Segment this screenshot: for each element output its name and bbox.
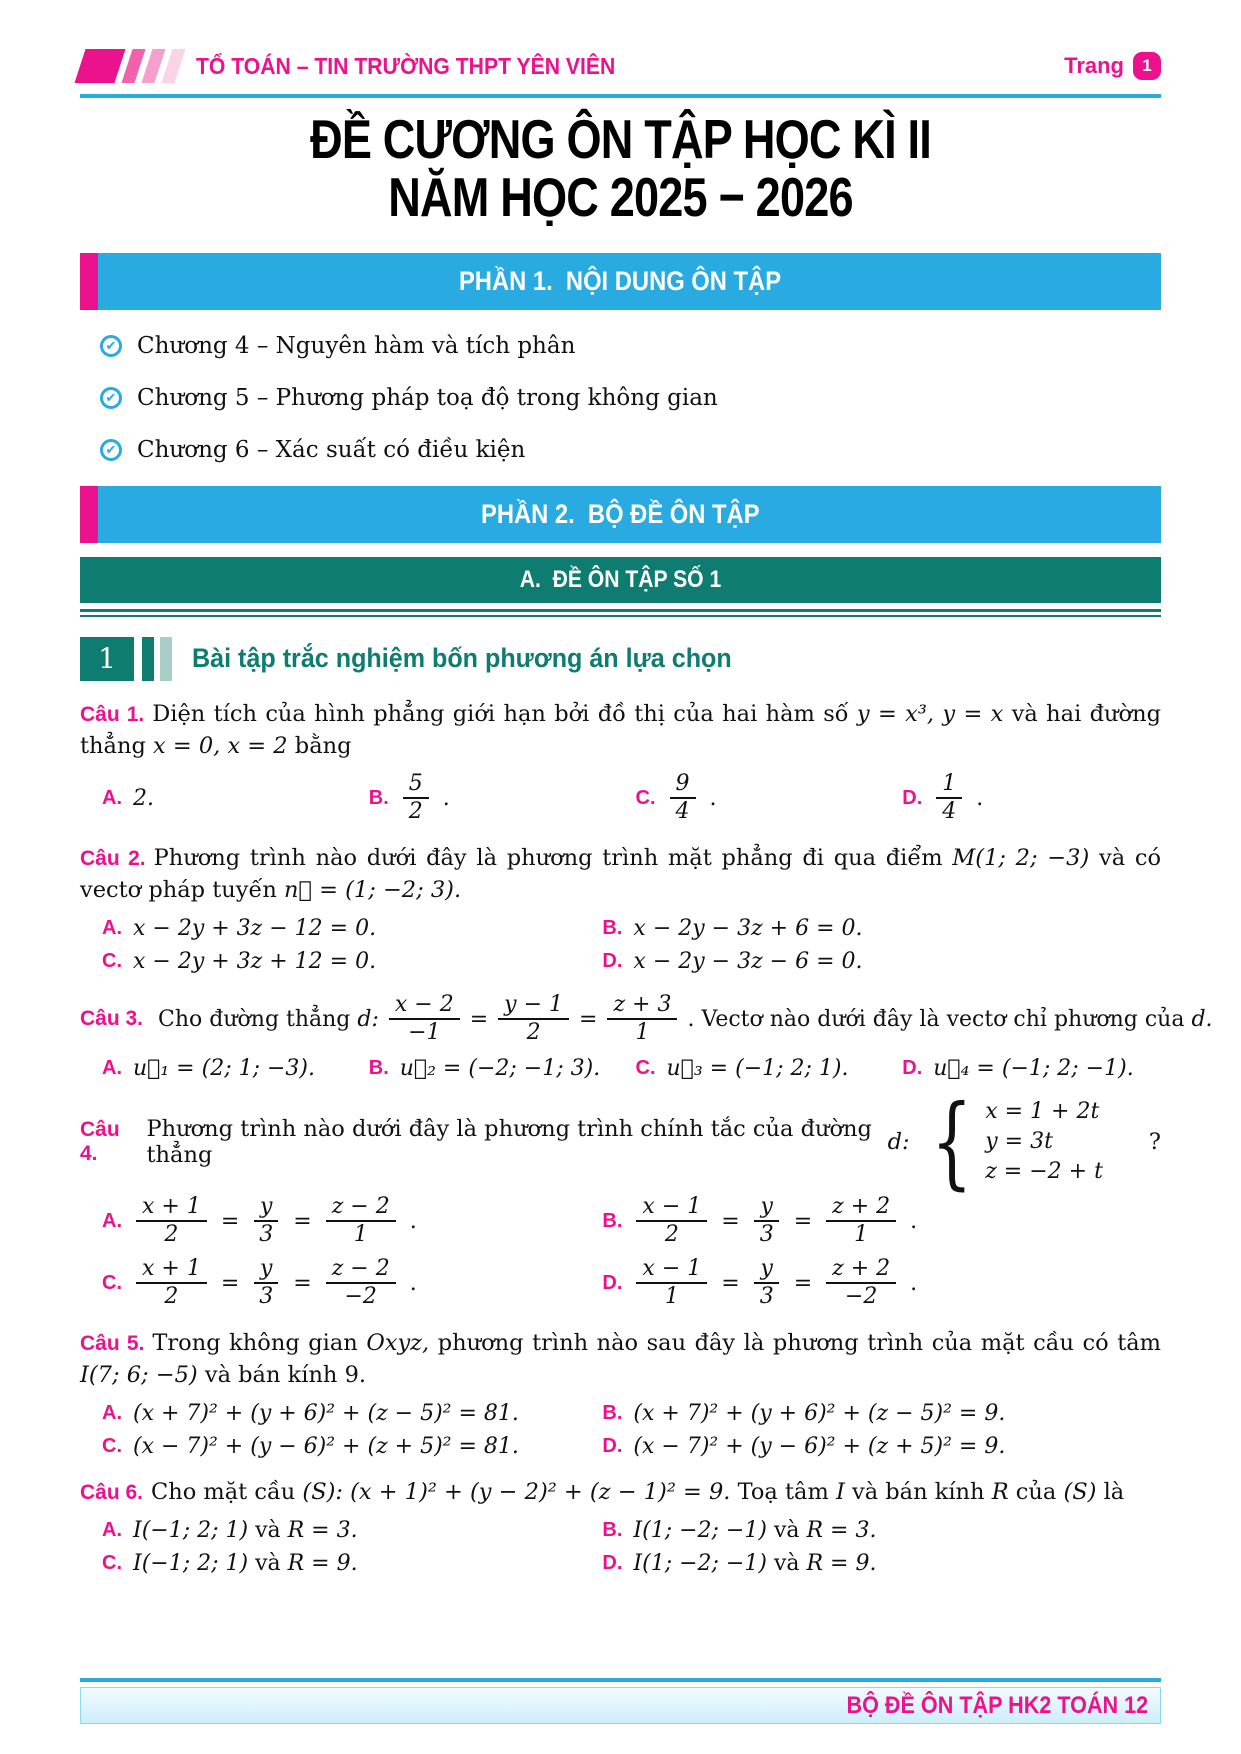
fraction: $\frac{y}{3}$ <box>253 1194 279 1248</box>
option-letter: B. <box>602 1209 623 1232</box>
question-label: Câu 5. <box>80 1331 145 1355</box>
option-c: C. $\frac{9}{4}$ . <box>635 771 717 825</box>
fraction: $\frac{y}{3}$ <box>754 1194 780 1248</box>
document-title <box>80 110 1161 227</box>
option-b: B. (x + 7)² + (y + 6)² + (z − 5)² = 9. <box>602 1400 1006 1426</box>
option-c: C. (x − 7)² + (y − 6)² + (z + 5)² = 81. <box>102 1433 519 1459</box>
option-d: D. x − 2y − 3z − 6 = 0. <box>602 949 863 975</box>
check-circle-icon: ✔ <box>100 387 122 409</box>
chapter-label: Chương 5 – Phương pháp toạ độ trong không gian <box>137 385 718 412</box>
question-5 <box>80 1328 1161 1459</box>
fraction: $\frac{x + 1}{2}$ <box>136 1194 207 1248</box>
question-2 <box>80 843 1161 974</box>
question-4-options <box>102 1194 1161 1310</box>
option-letter: C. <box>102 1551 122 1574</box>
option-letter: C. <box>635 1057 656 1080</box>
option-letter: A. <box>102 786 122 809</box>
fraction: $\frac{z + 2}{1}$ <box>826 1194 896 1248</box>
fraction: $\frac{z + 3}{1}$ <box>607 992 677 1046</box>
question-6-options <box>102 1518 1161 1576</box>
option-c: C. $\frac{x + 1}{2}$ = $\frac{y}{3}$ = $\frac{z - 2}{-2}$ . <box>102 1256 417 1310</box>
question-5-options <box>102 1401 1161 1459</box>
option-d: D. $\frac{x - 1}{1}$ = $\frac{y}{3}$ = $\frac{z + 2}{-2}$ . <box>602 1256 918 1310</box>
footer-divider <box>80 1678 1161 1682</box>
option-a: A. u⃗₁ = (2; 1; −3). <box>102 1056 316 1082</box>
option-letter: C. <box>102 1434 122 1457</box>
fraction: $\frac{9}{4}$ <box>670 771 696 825</box>
banner-part1 <box>80 253 1161 310</box>
header-divider <box>80 94 1161 98</box>
fraction: $\frac{z - 2}{-2}$ <box>326 1256 396 1310</box>
organization-name: TỔ TOÁN – TIN TRƯỜNG THPT YÊN VIÊN <box>196 52 616 79</box>
equation-system <box>920 1083 1103 1201</box>
footer-bar <box>80 1687 1161 1724</box>
question-3-text: Câu 3. Cho đường thẳng d: $\frac{x - 2}{-1}$ = $\frac{y - 1}{2}$ = $\frac{z + 3}{1}$ . Vectơ nào dưới đây là vectơ chỉ phương của d. <box>80 992 1213 1046</box>
page-label: Trang <box>1064 53 1124 78</box>
fraction: $\frac{x - 1}{1}$ <box>636 1256 707 1310</box>
banner-part2-label: PHẦN 2. BỘ ĐỀ ÔN TẬP <box>481 498 760 529</box>
question-1-options <box>102 771 1161 825</box>
option-letter: A. <box>102 1209 122 1232</box>
question-4 <box>80 1083 1161 1310</box>
option-letter: D. <box>602 1434 623 1457</box>
option-letter: C. <box>102 1271 122 1294</box>
option-letter: B. <box>602 917 623 940</box>
banner-exam-a <box>80 557 1161 603</box>
list-item-chapter-4 <box>100 330 1161 363</box>
option-a: A. $\frac{x + 1}{2}$ = $\frac{y}{3}$ = $\frac{z - 2}{1}$ . <box>102 1194 417 1248</box>
fraction: $\frac{y - 1}{2}$ <box>498 992 569 1046</box>
option-letter: A. <box>102 1057 122 1080</box>
chapter-list <box>80 330 1161 467</box>
section-title: Bài tập trắc nghiệm bốn phương án lựa chọn <box>192 643 732 674</box>
option-letter: B. <box>602 1518 623 1541</box>
fraction: $\frac{1}{4}$ <box>936 771 962 825</box>
question-4-text: Câu 4. Phương trình nào dưới đây là phương trình chính tắc của đường thẳng d: { x = 1 + 2t y = 3t z = −2 + t ? <box>80 1083 1161 1201</box>
fraction: $\frac{z + 2}{-2}$ <box>826 1256 896 1310</box>
banner-exam-a-label: A. ĐỀ ÔN TẬP SỐ 1 <box>519 565 722 593</box>
double-rule-divider <box>80 609 1161 617</box>
option-b: B. I(1; −2; −1) và R = 3. <box>602 1517 877 1543</box>
question-mark: ? <box>1148 1128 1161 1155</box>
question-3 <box>80 992 1213 1082</box>
question-1 <box>80 699 1161 826</box>
chapter-label: Chương 4 – Nguyên hàm và tích phân <box>137 333 576 360</box>
option-d: D. $\frac{1}{4}$ . <box>902 771 984 825</box>
check-circle-icon: ✔ <box>100 439 122 461</box>
section-bar-decoration <box>160 637 172 681</box>
check-circle-icon: ✔ <box>100 335 122 357</box>
stripe-icon <box>161 49 185 83</box>
title-line-1: ĐỀ CƯƠNG ÔN TẬP HỌC KÌ II <box>310 108 931 170</box>
question-list <box>80 699 1213 1576</box>
option-a: A. 2. <box>102 785 154 811</box>
banner-part1-label: PHẦN 1. NỘI DUNG ÔN TẬP <box>459 265 782 296</box>
option-b: B. $\frac{x - 1}{2}$ = $\frac{y}{3}$ = $\frac{z + 2}{1}$ . <box>602 1194 918 1248</box>
banner-part2 <box>80 486 1161 543</box>
option-letter: A. <box>102 1518 122 1541</box>
fraction: $\frac{y}{3}$ <box>253 1256 279 1310</box>
option-a: A. I(−1; 2; 1) và R = 3. <box>102 1517 358 1543</box>
option-letter: D. <box>602 1551 623 1574</box>
option-letter: D. <box>602 1271 623 1294</box>
page-header <box>80 46 1161 86</box>
page-indicator <box>1064 52 1161 80</box>
option-letter: A. <box>102 917 122 940</box>
footer-title: BỘ ĐỀ ÔN TẬP HK2 TOÁN 12 <box>846 1691 1148 1719</box>
option-letter: D. <box>602 950 623 973</box>
option-c: C. I(−1; 2; 1) và R = 9. <box>102 1550 358 1576</box>
list-item-chapter-6 <box>100 434 1161 467</box>
option-b: B. x − 2y − 3z + 6 = 0. <box>602 916 863 942</box>
option-c: C. x − 2y + 3z + 12 = 0. <box>102 949 377 975</box>
option-letter: D. <box>902 1057 923 1080</box>
question-5-text: Câu 5. Trong không gian Oxyz, phương trình nào sau đây là phương trình của mặt cầu có tâm I(7; 6; −5) và bán kính 9. <box>80 1329 1161 1388</box>
left-brace: { <box>930 1083 973 1201</box>
fraction: $\frac{5}{2}$ <box>403 771 429 825</box>
page-footer <box>80 1678 1161 1724</box>
option-letter: B. <box>368 786 389 809</box>
fraction: $\frac{x - 1}{2}$ <box>636 1194 707 1248</box>
option-letter: A. <box>102 1401 122 1424</box>
question-2-text: Câu 2. Phương trình nào dưới đây là phương trình mặt phẳng đi qua điểm M(1; 2; −3) và có vectơ pháp tuyến n⃗ = (1; −2; 3). <box>80 845 1161 904</box>
system-equations: x = 1 + 2t y = 3t z = −2 + t <box>985 1099 1103 1185</box>
question-6 <box>80 1477 1161 1576</box>
option-a: A. (x + 7)² + (y + 6)² + (z − 5)² = 81. <box>102 1400 519 1426</box>
question-1-text: Câu 1. Diện tích của hình phẳng giới hạn bởi đồ thị của hai hàm số y = x³, y = x và hai đường thẳng x = 0, x = 2 bằng <box>80 700 1161 759</box>
option-a: A. x − 2y + 3z − 12 = 0. <box>102 916 377 942</box>
section-1-heading <box>80 637 1161 681</box>
fraction: $\frac{x + 1}{2}$ <box>136 1256 207 1310</box>
section-number-box: 1 <box>80 637 134 681</box>
question-6-text: Câu 6. Cho mặt cầu (S): (x + 1)² + (y − 2)² + (z − 1)² = 9. Toạ tâm I và bán kính R của (S) là <box>80 1478 1125 1505</box>
header-stripes-decoration <box>80 49 180 83</box>
option-letter: B. <box>368 1057 389 1080</box>
fraction: $\frac{y}{3}$ <box>754 1256 780 1310</box>
option-letter: B. <box>602 1401 623 1424</box>
option-b: B. u⃗₂ = (−2; −1; 3). <box>368 1056 601 1082</box>
title-line-2: NĂM HỌC 2025 − 2026 <box>388 166 853 229</box>
stripe-block-icon <box>74 49 125 83</box>
question-label: Câu 3. <box>80 1007 144 1031</box>
option-c: C. u⃗₃ = (−1; 2; 1). <box>635 1056 849 1082</box>
option-b: B. $\frac{5}{2}$ . <box>368 771 450 825</box>
question-label: Câu 2. <box>80 847 146 871</box>
question-2-options <box>102 916 1161 974</box>
option-d: D. u⃗₄ = (−1; 2; −1). <box>902 1056 1134 1082</box>
option-d: D. I(1; −2; −1) và R = 9. <box>602 1550 877 1576</box>
fraction: $\frac{x - 2}{-1}$ <box>389 992 460 1046</box>
list-item-chapter-5 <box>100 382 1161 415</box>
section-bar-decoration <box>142 637 154 681</box>
fraction: $\frac{z - 2}{1}$ <box>326 1194 396 1248</box>
question-label: Câu 1. <box>80 702 145 726</box>
option-letter: D. <box>902 786 923 809</box>
question-label: Câu 4. <box>80 1117 120 1165</box>
question-label: Câu 6. <box>80 1480 144 1504</box>
option-letter: C. <box>102 950 122 973</box>
question-3-options <box>102 1056 1161 1081</box>
option-letter: C. <box>635 786 656 809</box>
option-d: D. (x − 7)² + (y − 6)² + (z + 5)² = 9. <box>602 1433 1006 1459</box>
chapter-label: Chương 6 – Xác suất có điều kiện <box>137 437 526 464</box>
page-number-badge: 1 <box>1133 52 1161 80</box>
